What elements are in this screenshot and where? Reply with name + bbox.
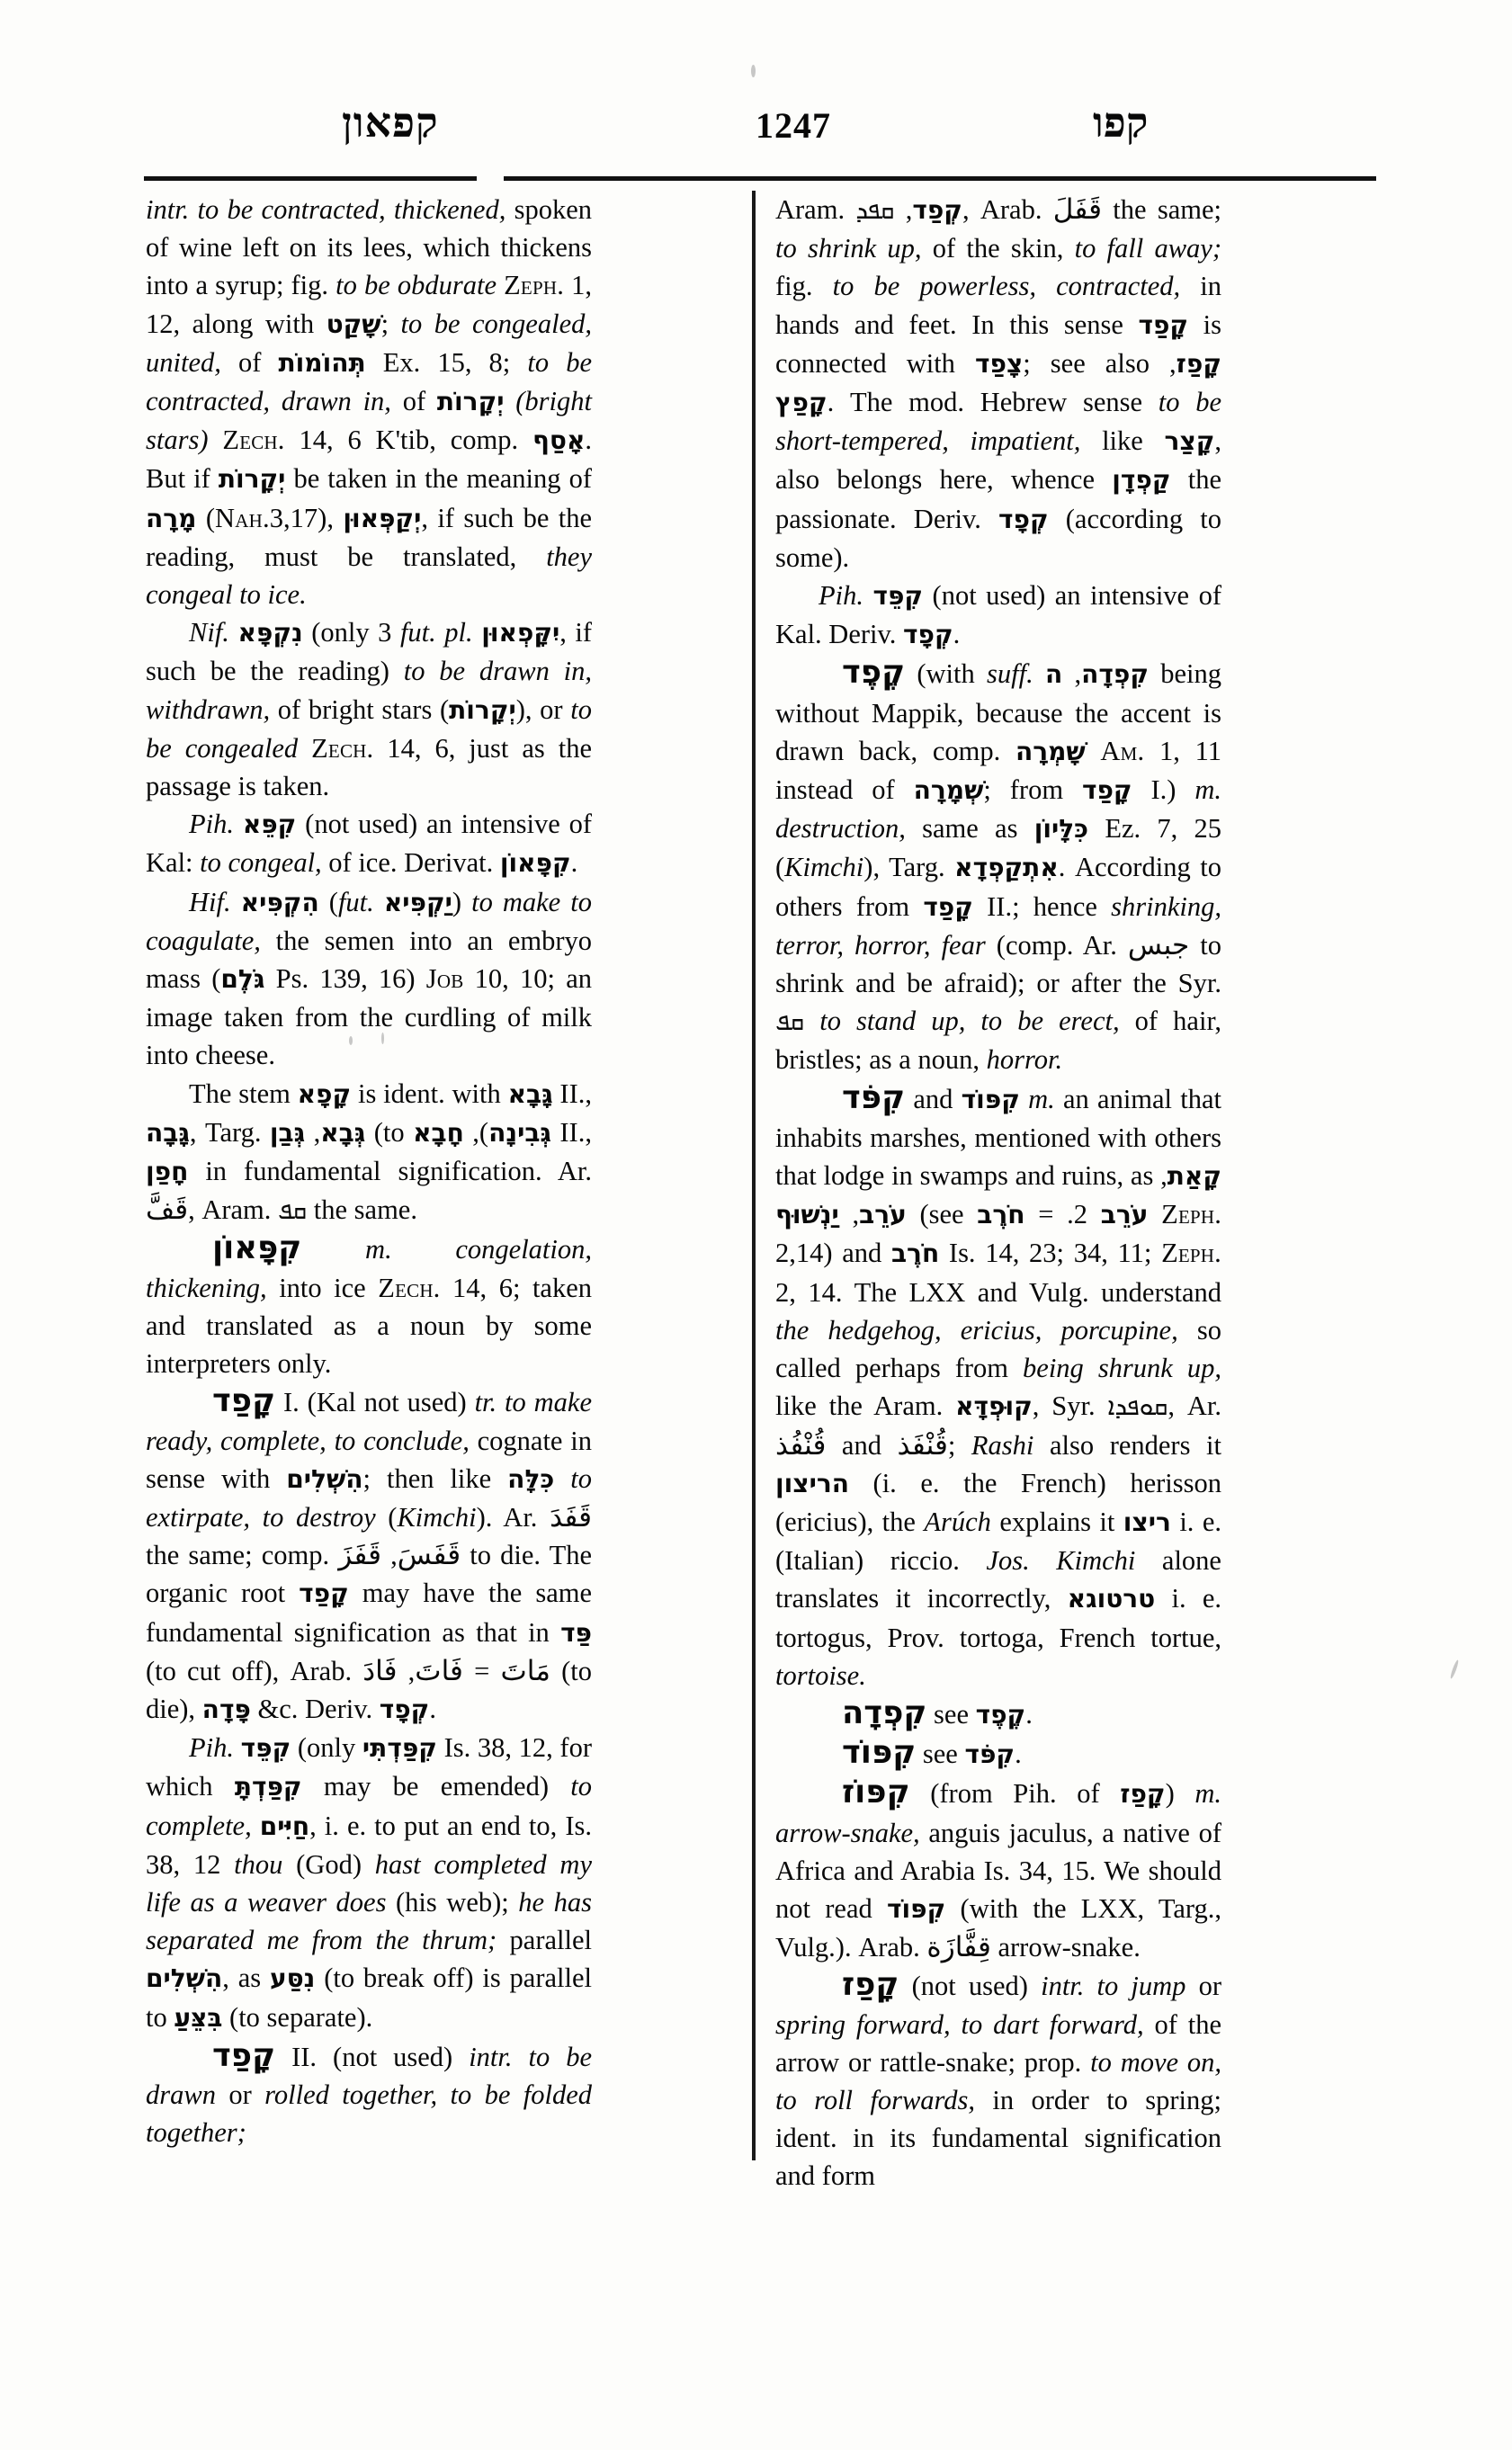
scan-speck [1449, 1659, 1459, 1679]
headword-kifda: קִפְדָה [842, 1694, 927, 1731]
header-rule-right [504, 176, 1376, 181]
paragraph-stem-note: The stem קָפָא is ident. with גָּבָא II., גָּבָה, Targ. גְּבָא, גְּבַן (to גְּבִינָה), חָבָא II., חָפַן in fundamental signification. Ar. قَفَّ, Aram. ܩܦ the same. [146, 1077, 592, 1227]
entry-kefed: קֶפֶד (with suff. קִפְדָה, ה being without Mappik, because the accent is drawn back, comp. שָׁמְרָה Am. 1, 11 instead of שְׁמָרָה; from קָפַד I.) m. destruction, same as כִּלָּיוֹן Ez. 7, 25 (Kimchi), Targ. אִתְקַפְדָא. According to others from קָפַד II.; hence shrinking, terror, horror, fear (comp. Ar. جبس to shrink and be afraid); or after the Syr. ܩܦ to stand up, to be erect, of hair, bristles; as a noun, horror. [775, 654, 1222, 1076]
entry-kippod-crossref: קִפּוֹד see קִפֹּד. [842, 1734, 1022, 1772]
headword-kippaon: קִפָּאוֹן [212, 1229, 302, 1267]
scan-speck [751, 65, 756, 77]
entry-kippoz: קִפּוֹז (from Pih. of קָפַז) m. arrow-snake, anguis jaculus, a native of Africa and Arabia Is. 34, 15. We should not read קִפּוֹד (with the LXX, Targ., Vulg.). Arab. قِفَّازَة arrow-snake. [775, 1774, 1221, 1964]
right-text-column [775, 191, 1221, 2195]
paragraph-piel: Pih. קִפֵּא (not used) an intensive of Kal: to congeal, of ice. Derivat. קִפָּאוֹן. [146, 809, 592, 879]
paragraph-kafad-two-piel: Pih. קִפֵּד (not used) an intensive of Kal. Deriv. קְפָד. [775, 580, 1221, 650]
entry-kippod: קִפֹּד and קִפּוֹד m. an animal that inhabits marshes, mentioned with others that lodge in swamps and ruins, as קָאַת, עֹרֵב, יַנְשׁוּף (see עֹרֵב 2. = חֹרֶב Zeph. 2,14) and חֹרֶב Is. 14, 23; 34, 11; Zeph. 2, 14. The LXX and Vulg. understand the hedgehog, ericius, porcupine, so called perhaps from being shrunk up, like the Aram. קוּפְדָּא, Syr. ܩܘܦܕܐ, Ar. قُنْفُذ and قُنْفَذ; Rashi also renders it הריצון (i. e. the French) herisson (ericius), the Arúch explains it ריצו i. e. (Italian) riccio. Jos. Kimchi alone translates it incorrectly, טרטוגא i. e. tortogus, Prov. tortoga, French tortue, tortoise. [775, 1078, 1222, 1691]
entry-kafad-two: קָפַד II. (not used) intr. to be drawn or rolled together, to be folded together; [146, 2036, 592, 2149]
header-rule-left [144, 176, 477, 181]
headword-kafaz: קָפַז [842, 1966, 899, 2004]
paragraph-nifal: Nif. נִקְפָּא (only 3 fut. pl. יִקָּפְאוּן, if such be the reading) to be drawn in, withdrawn, of bright stars (יְקָרוֹת), or to be congealed Zech. 14, 6, just as the passage is taken. [146, 617, 593, 802]
running-head-left-word: קפאון [342, 100, 439, 146]
entry-kafad-one: קָפַד I. (Kal not used) tr. to make ready, complete, to conclude, cognate in sense with הִשְׁלִים; then like כִּלָּה to extirpate, to destroy (Kimchi). Ar. قَفَدَ the same; comp. قَفَسَ, قَفَزَ to die. The organic root קָפַד may have the same fundamental signification as that in פַּד (to cut off), Arab. مَاتَ = فَاتَ, فَادَ (to die), פָּדָה &c. Deriv. קְפָד. [146, 1382, 593, 1724]
headword-kefed: קֶפֶד [842, 654, 906, 692]
entry-kafaz: קָפַז (not used) intr. to jump or spring forward, to dart forward, of the arrow or rattle-snake; prop. to move on, to roll forwards, in order to spring; ident. in its fundamental signification and form [775, 1966, 1222, 2192]
headword-kippod: קִפֹּד [842, 1078, 906, 1116]
running-head-right-word: קפו [1093, 100, 1149, 146]
headword-kippoz: קִפּוֹז [842, 1774, 910, 1811]
paragraph-kafa-continued: intr. to be contracted, thickened, spoken of wine left on its lees, which thickens into a syrup; fig. to be obdurate Zeph. 1, 12, along with שָׁקַט; to be congealed, united, of תְּהוֹמוֹת Ex. 15, 8; to be contracted, drawn in, of יְקָרוֹת (bright stars) Zech. 14, 6 K'tib, comp. אָסַף. But if יְקָרוֹת be taken in the meaning of מָרָה (Nah.3,17), יְקַפְּאוּן, if such be the reading, must be translated, they congeal to ice. [146, 194, 593, 611]
headword-kafad-two: קָפַד [212, 2036, 276, 2074]
scan-speck [381, 1033, 384, 1044]
headword-kafad-one: קָפַד [212, 1382, 276, 1420]
running-head [135, 99, 1376, 171]
left-text-column [146, 191, 592, 2151]
headword-kippod-vav: קִפּוֹד [842, 1734, 917, 1772]
entry-kifda-crossref: קִפְדָה see קֶפֶד. [842, 1694, 1033, 1731]
page-number: 1247 [756, 105, 831, 146]
paragraph-kafad-piel: Pih. קִפֵּד (only קִפַּדְתִּי Is. 38, 12, for which קִפַּדְתָּ may be emended) to complete, חַיִּים, i. e. to put an end to, Is. 38, 12 thou (God) hast completed my life as a weaver does (his web); he has separated me from the thrum; parallel הִשְׁלִים, as נִסַּע (to break off) is parallel to בִּצֵּעַ (to separate). [146, 1732, 593, 2033]
paragraph-kafad-two-continued: Aram. קְפַד, ܩܦܕ , Arab. قَفَلَ the same; to shrink up, of the skin, to fall away; fig. to be powerless, contracted, in hands and feet. In this sense קָפַד is connected with צָפַד; see also קָפַז, קָפַץ. The mod. Hebrew sense to be short-tempered, impatient, like קָצַר, also belongs here, whence קַפְדָן the passionate. Deriv. קְפָד (according to some). [775, 193, 1222, 573]
scan-speck [349, 1036, 353, 1045]
paragraph-hifil: Hif. הִקְפִּיא (fut. יַקְפִּיא) to make to coagulate, the semen into an embryo mass (גֹּלֶם Ps. 139, 16) Job 10, 10; an image taken from the curdling of milk into cheese. [146, 886, 592, 1071]
entry-kippaon: קִפָּאוֹן m. congelation, thickening, into ice Zech. 14, 6; taken and translated as a noun by some interpreters only. [146, 1229, 592, 1380]
column-divider [752, 191, 756, 2160]
